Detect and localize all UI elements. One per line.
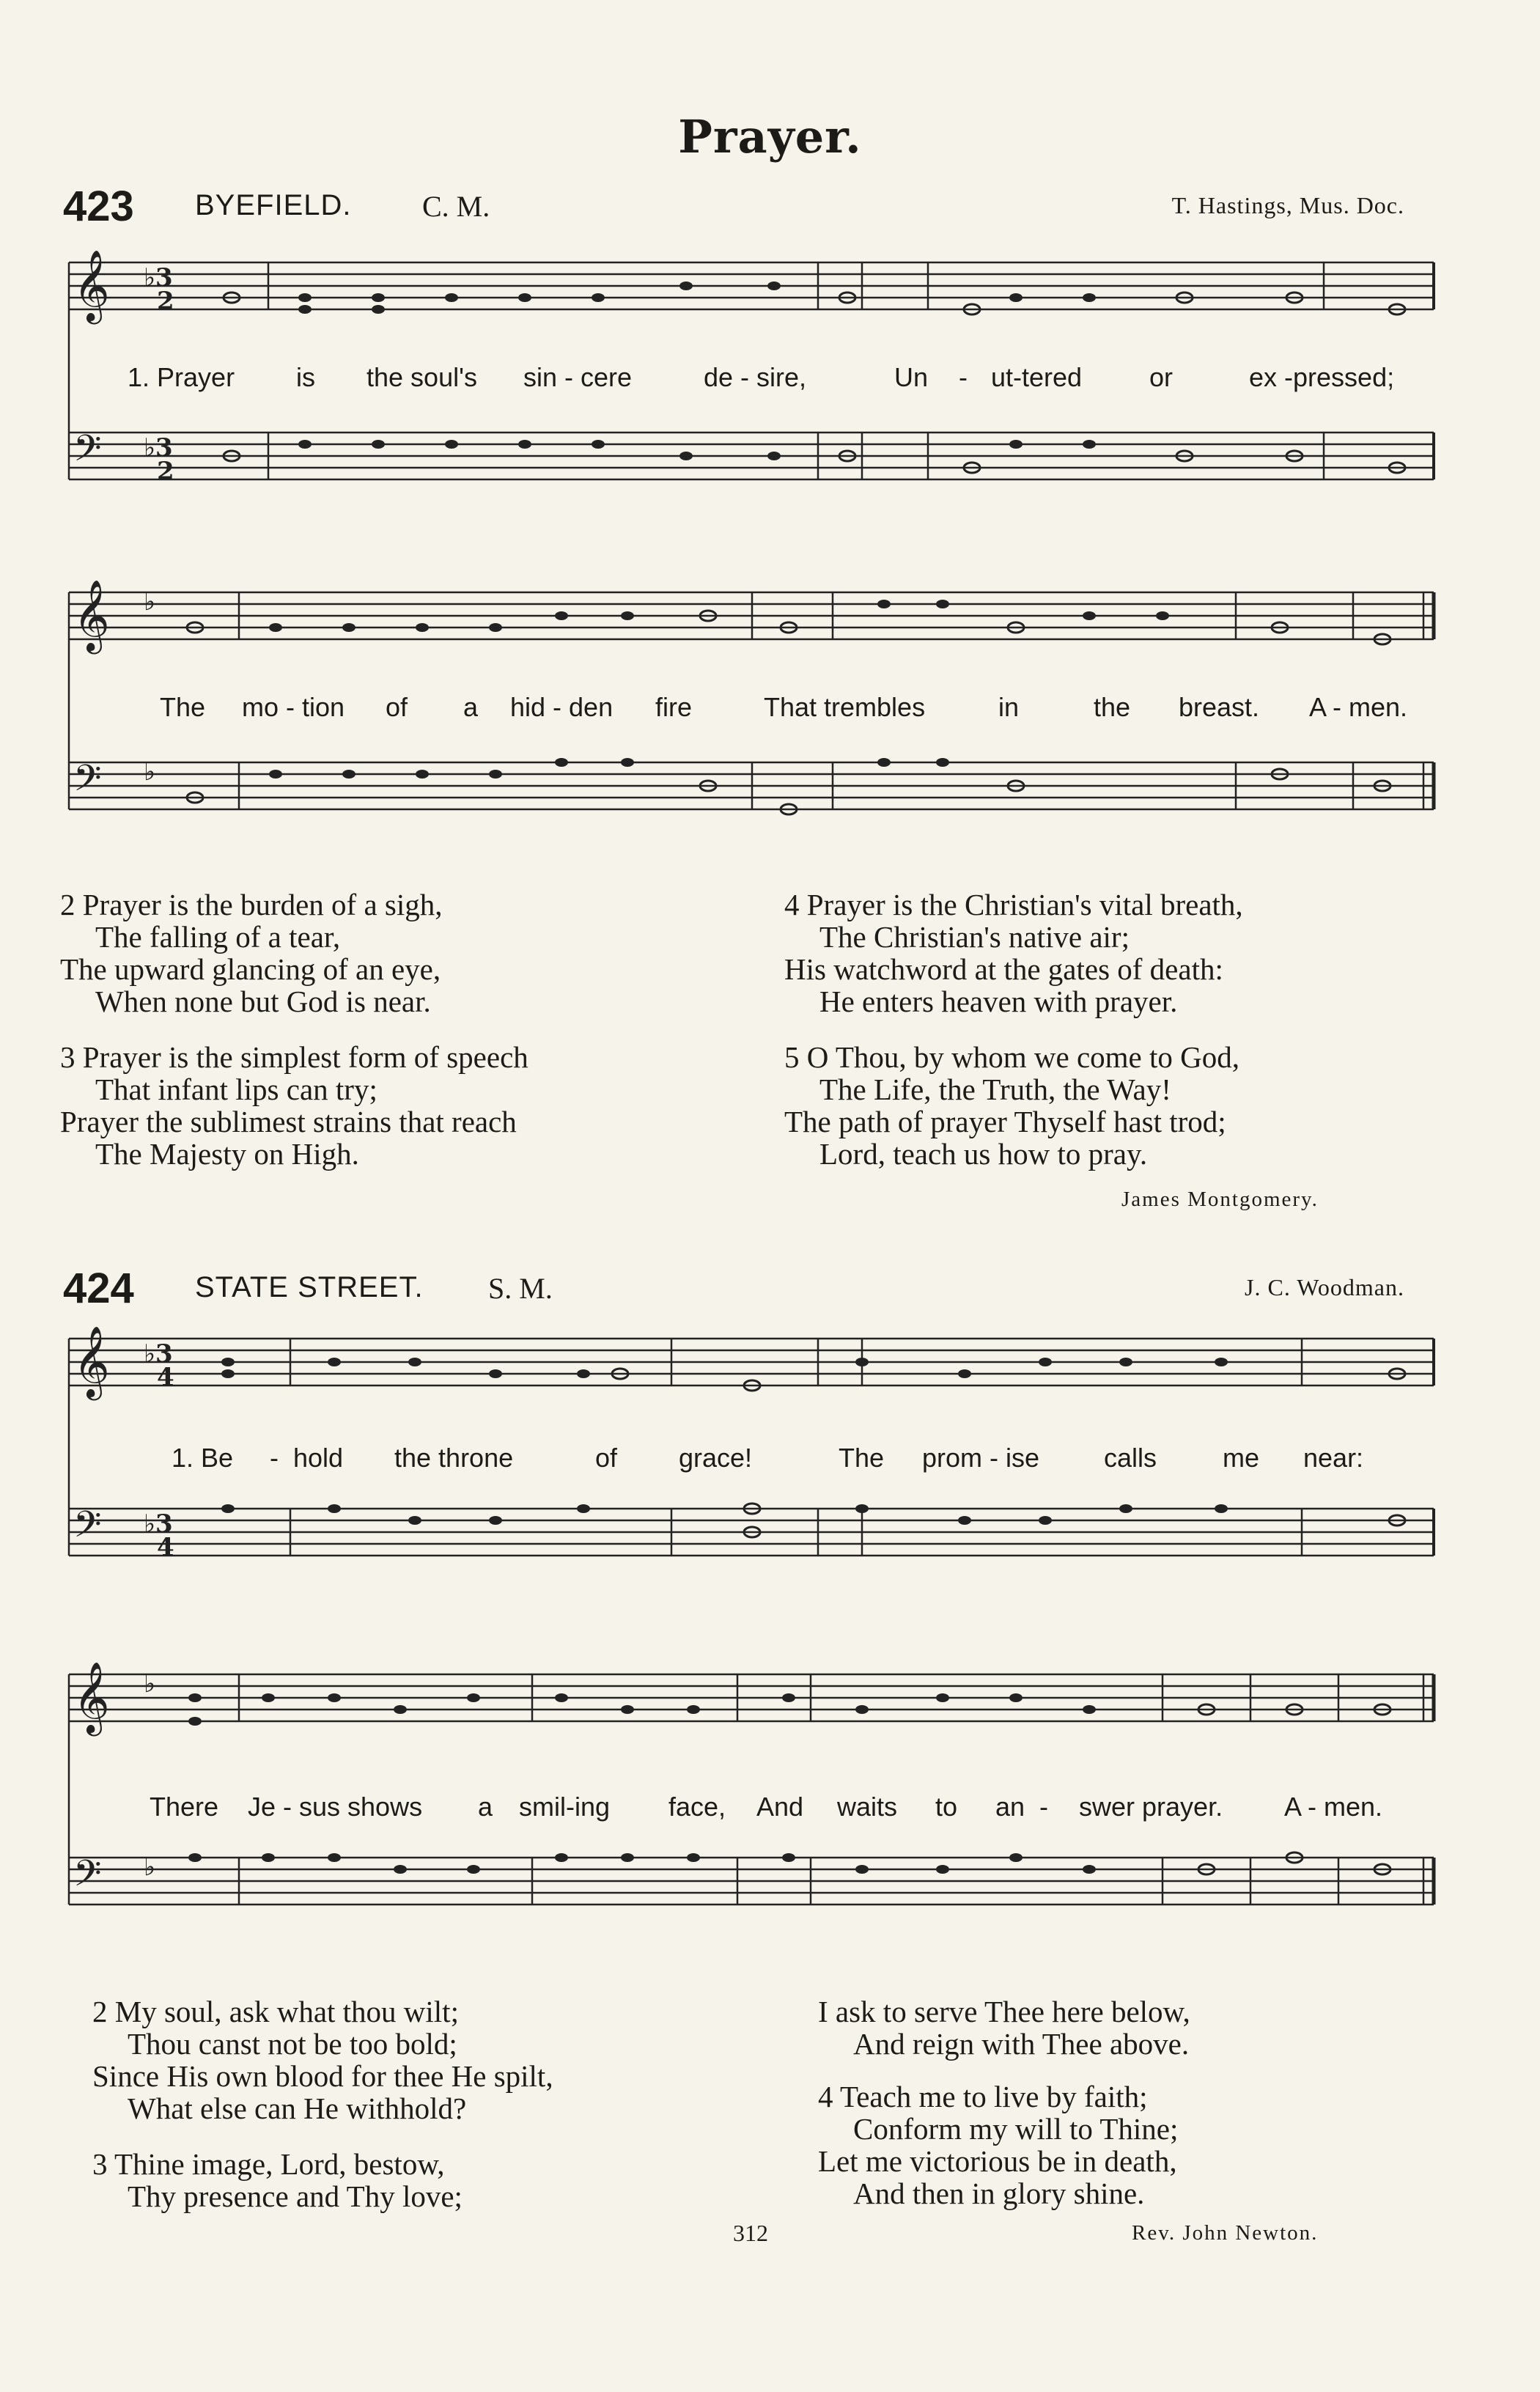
svg-text:2: 2 — [157, 287, 174, 316]
lyric-line — [63, 362, 1441, 396]
svg-text:𝄞: 𝄞 — [73, 579, 110, 651]
lyric-syllable: smil-ing — [519, 1792, 611, 1822]
stanza-line: I ask to serve Thee here below, — [818, 1995, 1190, 2028]
stanza-line: 2 Prayer is the burden of a sigh, — [60, 888, 443, 921]
lyric-syllable: That trembles — [764, 692, 926, 722]
lyric-syllable: de - sire, — [704, 362, 807, 392]
svg-text:𝄞: 𝄞 — [73, 1325, 110, 1397]
stanza-line: 3 Prayer is the simplest form of speech — [60, 1040, 528, 1074]
lyric-syllable: ex -pressed; — [1249, 362, 1395, 392]
lyric-syllable: the throne — [394, 1443, 514, 1473]
page-title: Prayer. — [678, 110, 862, 163]
stanza — [818, 1995, 1190, 2060]
lyric-line — [63, 1443, 1441, 1476]
svg-text:♭: ♭ — [144, 1852, 156, 1882]
stanza-line: Thy presence and Thy love; — [128, 2179, 463, 2213]
stanza — [818, 2080, 1178, 2209]
stanza-line: Conform my will to Thine; — [853, 2112, 1179, 2146]
lyric-syllable: fire — [655, 692, 693, 722]
svg-text:♭3: ♭3 — [144, 1339, 173, 1369]
lyric-syllable: The — [839, 1443, 885, 1473]
lyric-syllable: swer prayer. — [1079, 1792, 1223, 1822]
svg-text:♭3: ♭3 — [144, 433, 173, 463]
lyric-syllable: near: — [1303, 1443, 1364, 1473]
lyric-syllable: Un — [894, 362, 929, 392]
hymn-author: Rev. John Newton. — [1132, 2221, 1319, 2245]
lyric-line — [63, 692, 1441, 726]
lyric-syllable: 1. Prayer — [128, 362, 235, 392]
svg-text:𝄢: 𝄢 — [73, 427, 102, 479]
svg-text:𝄢: 𝄢 — [73, 757, 102, 809]
stanza — [92, 1995, 553, 2124]
lyric-syllable: And — [756, 1792, 804, 1822]
lyric-syllable: waits — [837, 1792, 898, 1822]
meter: C. M. — [422, 190, 490, 223]
music-system — [63, 235, 1441, 513]
lyric-syllable: The — [160, 692, 206, 722]
lyric-syllable: A - men. — [1309, 692, 1408, 722]
stanza-line: The path of prayer Thyself hast trod; — [784, 1105, 1226, 1138]
svg-text:♭3: ♭3 — [144, 263, 173, 292]
stanza — [60, 1041, 528, 1170]
page-number: 312 — [733, 2220, 768, 2246]
svg-text:4: 4 — [157, 1533, 174, 1562]
composer: T. Hastings, Mus. Doc. — [1171, 192, 1404, 218]
music-system — [63, 564, 1441, 843]
stanza-line: Let me victorious be in death, — [818, 2144, 1177, 2178]
lyric-syllable: is — [296, 362, 315, 392]
stanza — [60, 888, 443, 1017]
hymn-number: 423 — [63, 183, 134, 230]
music-system — [63, 1648, 1441, 1956]
lyric-syllable: - — [270, 1443, 279, 1473]
stanza-line: 4 Teach me to live by faith; — [818, 2080, 1148, 2113]
stanza — [784, 888, 1243, 1017]
stanza — [784, 1041, 1239, 1170]
lyric-syllable: me — [1223, 1443, 1260, 1473]
stanza-line: 3 Thine image, Lord, bestow, — [92, 2147, 445, 2181]
hymn-author: James Montgomery. — [1121, 1188, 1319, 1211]
stanza-line: Prayer the sublimest strains that reach — [60, 1105, 517, 1138]
tune-name: STATE STREET. — [195, 1271, 424, 1303]
lyric-syllable: or — [1149, 362, 1174, 392]
lyric-syllable: hold — [293, 1443, 344, 1473]
meter: S. M. — [488, 1272, 553, 1305]
lyric-syllable: of — [595, 1443, 618, 1473]
stanza-line: 5 O Thou, by whom we come to God, — [784, 1040, 1240, 1074]
svg-text:♭: ♭ — [144, 587, 156, 617]
composer: J. C. Woodman. — [1245, 1274, 1404, 1300]
lyric-syllable: the — [1094, 692, 1131, 722]
lyric-syllable: of — [386, 692, 408, 722]
lyric-syllable: 1. Be — [172, 1443, 234, 1473]
lyric-syllable: Je - sus shows — [248, 1792, 423, 1822]
hymn-423-header — [63, 182, 1404, 233]
svg-text:♭: ♭ — [144, 757, 156, 787]
stanza — [92, 2148, 463, 2212]
lyric-syllable: There — [150, 1792, 219, 1822]
stanza-line: Since His own blood for thee He spilt, — [92, 2059, 553, 2093]
lyric-syllable: ut-tered — [991, 362, 1083, 392]
lyric-syllable: - — [959, 362, 968, 392]
svg-text:♭: ♭ — [144, 1669, 156, 1699]
lyric-syllable: an — [995, 1792, 1025, 1822]
lyric-syllable: to — [935, 1792, 958, 1822]
svg-text:𝄞: 𝄞 — [73, 1661, 110, 1733]
stanza-line: His watchword at the gates of death: — [784, 952, 1223, 986]
svg-text:♭3: ♭3 — [144, 1509, 173, 1539]
stanza-line: The Majesty on High. — [95, 1137, 359, 1171]
lyric-syllable: in — [998, 692, 1020, 722]
lyric-syllable: - — [1039, 1792, 1048, 1822]
hymn-number: 424 — [63, 1265, 134, 1312]
stanza-line: Lord, teach us how to pray. — [819, 1137, 1148, 1171]
lyric-syllable: grace! — [679, 1443, 753, 1473]
svg-text:𝄢: 𝄢 — [73, 1504, 102, 1555]
stanza-line: And reign with Thee above. — [853, 2027, 1190, 2061]
lyric-syllable: the soul's — [366, 362, 477, 392]
lyric-syllable: hid - den — [510, 692, 614, 722]
stanza-line: What else can He withhold? — [128, 2091, 467, 2125]
stanza-line: The Christian's native air; — [819, 920, 1130, 954]
music-system — [63, 1312, 1441, 1605]
stanza-line: 2 My soul, ask what thou wilt; — [92, 1995, 459, 2028]
stanza-line: 4 Prayer is the Christian's vital breath, — [784, 888, 1243, 921]
stanza-line: The upward glancing of an eye, — [60, 952, 441, 986]
stanza-line: The Life, the Truth, the Way! — [819, 1072, 1171, 1106]
tune-name: BYEFIELD. — [195, 189, 352, 221]
svg-text:2: 2 — [157, 457, 174, 486]
lyric-syllable: a — [478, 1792, 493, 1822]
svg-text:4: 4 — [157, 1363, 174, 1392]
stanza-line: That infant lips can try; — [95, 1072, 377, 1106]
hymn-424-header — [63, 1264, 1404, 1315]
stanza-line: The falling of a tear, — [95, 920, 341, 954]
svg-text:𝄢: 𝄢 — [73, 1852, 102, 1904]
stanza-line: And then in glory shine. — [853, 2176, 1145, 2210]
lyric-line — [63, 1792, 1441, 1825]
lyric-syllable: calls — [1104, 1443, 1157, 1473]
stanza-line: When none but God is near. — [95, 985, 431, 1018]
stanza-line: Thou canst not be too bold; — [128, 2027, 457, 2061]
svg-text:𝄞: 𝄞 — [73, 249, 110, 321]
lyric-syllable: prom - ise — [922, 1443, 1040, 1473]
stanza-line: He enters heaven with prayer. — [819, 985, 1178, 1018]
lyric-syllable: face, — [668, 1792, 726, 1822]
lyric-syllable: a — [463, 692, 479, 722]
lyric-syllable: mo - tion — [242, 692, 345, 722]
lyric-syllable: sin - cere — [523, 362, 633, 392]
lyric-syllable: A - men. — [1284, 1792, 1383, 1822]
lyric-syllable: breast. — [1179, 692, 1260, 722]
